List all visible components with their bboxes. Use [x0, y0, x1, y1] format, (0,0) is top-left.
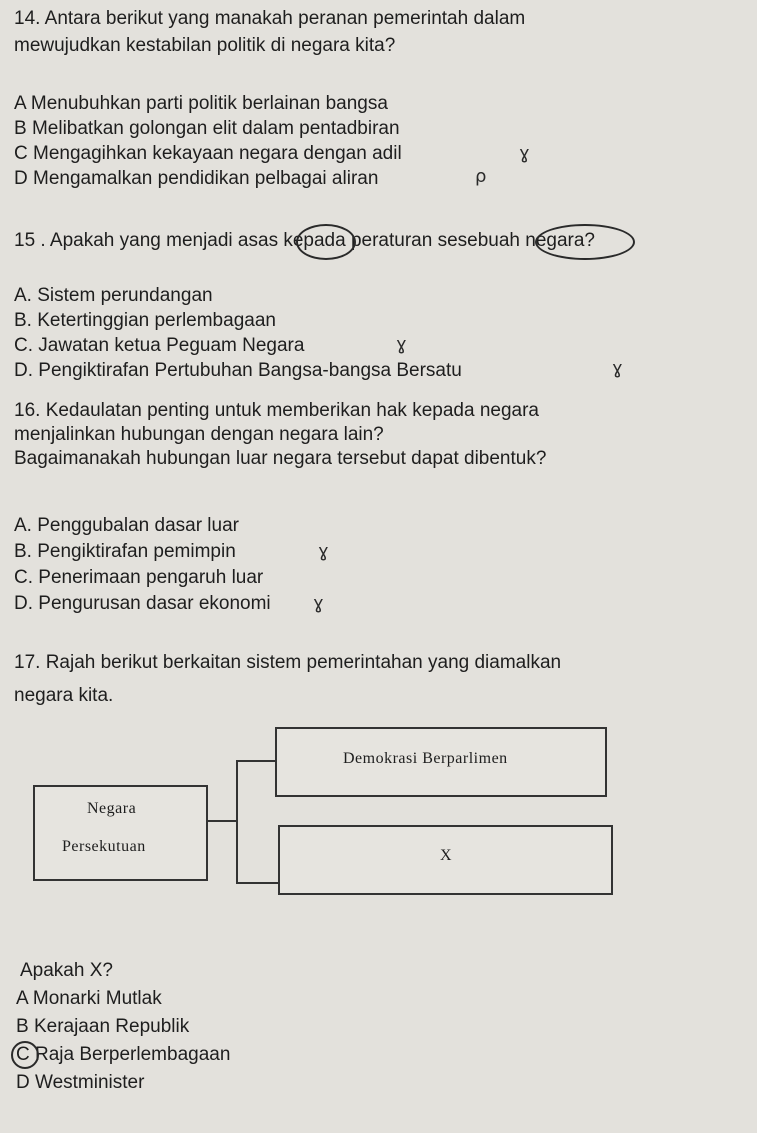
q17-stem-line2: negara kita. — [14, 685, 114, 706]
q14-option-d: D Mengamalkan pendidikan pelbagai aliran — [14, 168, 379, 189]
q16-stem-line2: menjalinkan hubungan dengan negara lain? — [14, 424, 384, 445]
diagram-box-demokrasi — [275, 727, 607, 797]
q14-stem-line1: 14. Antara berikut yang manakah peranan pemerintah dalam — [14, 8, 526, 29]
q14-option-d-mark: ρ — [475, 166, 487, 187]
q17-option-d: D Westminister — [16, 1072, 145, 1093]
q15-circle-asas — [296, 224, 356, 260]
q14-option-c-mark: ɣ — [519, 143, 530, 164]
diagram-label-x: X — [440, 847, 453, 864]
q14-option-a: A Menubuhkan parti politik berlainan bangsa — [14, 93, 388, 114]
diagram-box-negara-persekutuan — [33, 785, 208, 881]
q16-option-b: B. Pengiktirafan pemimpin — [14, 541, 236, 562]
diagram-connector-top — [236, 760, 276, 762]
q17-option-b: B Kerajaan Republik — [16, 1016, 190, 1037]
q15-circle-peraturan — [535, 224, 635, 260]
q17-option-c-circle — [11, 1041, 39, 1069]
diagram-box-x — [278, 825, 613, 895]
q16-stem-line3: Bagaimanakah hubungan luar negara tersebut dapat dibentuk? — [14, 448, 547, 469]
q16-option-b-mark: ɣ — [318, 541, 329, 562]
q14-option-c: C Mengagihkan kekayaan negara dengan adil — [14, 143, 402, 164]
diagram-label-negara: Negara — [87, 800, 137, 817]
q16-option-d: D. Pengurusan dasar ekonomi — [14, 593, 271, 614]
q14-stem-line2: mewujudkan kestabilan politik di negara kita? — [14, 35, 396, 56]
q15-stem-line1: 15 . Apakah yang menjadi asas kepada peraturan sesebuah negara? — [14, 230, 595, 251]
q15-option-b: B. Ketertinggian perlembagaan — [14, 310, 276, 331]
q16-option-d-mark: ɣ — [313, 593, 324, 614]
q16-option-a: A. Penggubalan dasar luar — [14, 515, 239, 536]
diagram-label-demokrasi: Demokrasi Berparlimen — [343, 750, 508, 767]
diagram-connector-bottom — [236, 882, 278, 884]
diagram-label-persekutuan: Persekutuan — [62, 838, 146, 855]
q17-question: Apakah X? — [20, 960, 113, 981]
q15-option-d-mark: ɣ — [612, 358, 623, 379]
q15-option-c-mark: ɣ — [396, 334, 407, 355]
q17-option-c: C Raja Berperlembagaan — [16, 1044, 231, 1065]
diagram-connector-horizontal — [208, 820, 238, 822]
diagram-connector-vertical — [236, 760, 238, 884]
q15-option-d: D. Pengiktirafan Pertubuhan Bangsa-bangsa Bersatu — [14, 360, 462, 381]
q17-stem-line1: 17. Rajah berikut berkaitan sistem pemerintahan yang diamalkan — [14, 652, 562, 673]
q17-option-a: A Monarki Mutlak — [16, 988, 162, 1009]
q14-option-b: B Melibatkan golongan elit dalam pentadbiran — [14, 118, 400, 139]
q15-option-a: A. Sistem perundangan — [14, 285, 213, 306]
q16-option-c: C. Penerimaan pengaruh luar — [14, 567, 264, 588]
q15-option-c: C. Jawatan ketua Peguam Negara — [14, 335, 305, 356]
q16-stem-line1: 16. Kedaulatan penting untuk memberikan hak kepada negara — [14, 400, 539, 421]
